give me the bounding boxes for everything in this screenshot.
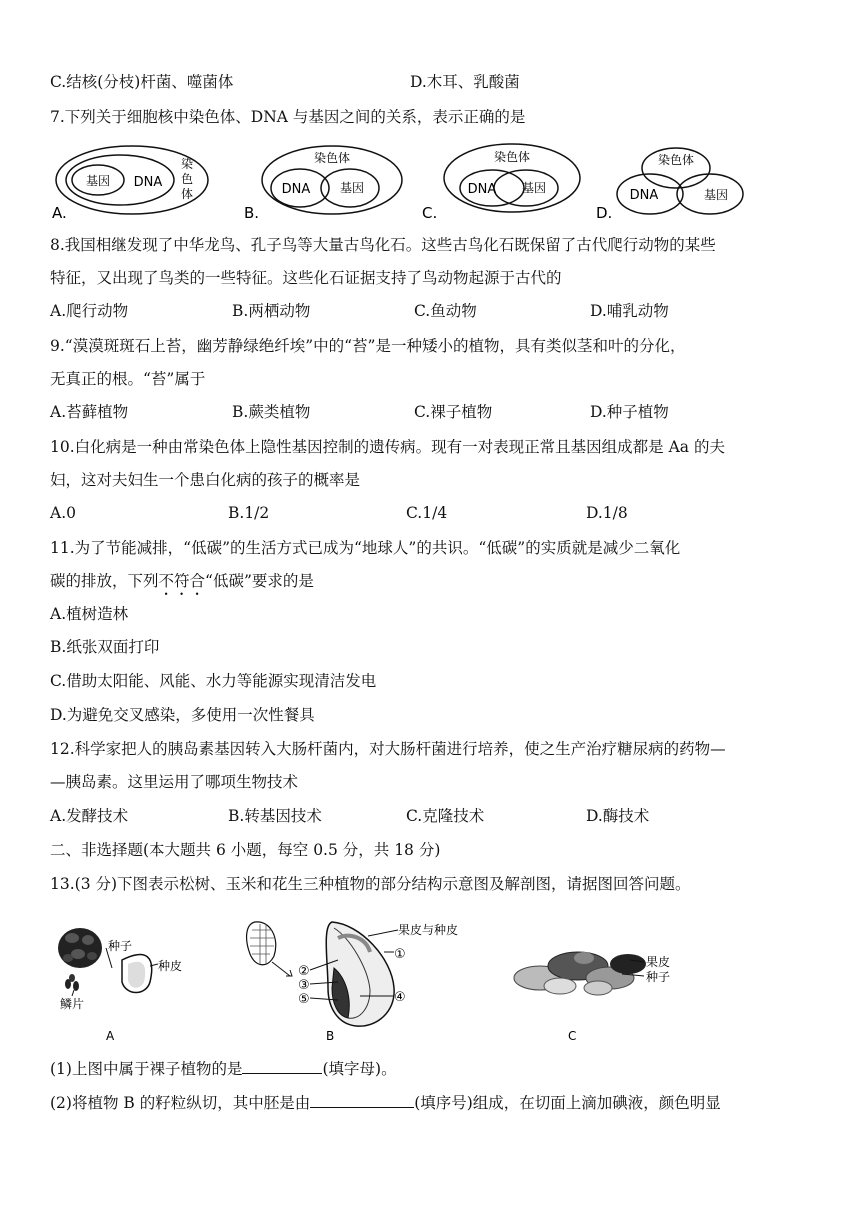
venn-c-label: C. [422,204,438,222]
venn-d-chromosome: 染色体 [657,153,695,167]
q10-option-a: A.0 [50,504,76,522]
q11-option-c: C.借助太阳能、风能、水力等能源实现清洁发电 [50,672,377,690]
q9-stem-line1: 9.“漠漠斑斑石上苔，幽芳静绿绝纤埃”中的“苔”是一种矮小的植物，具有类似茎和叶的分化， [50,337,686,355]
fig-c-pericarp-label: 果皮 [646,955,671,969]
q8-option-c: C.鱼动物 [414,302,477,320]
q10-stem-line1: 10.白化病是一种由常染色体上隐性基因控制的遗传病。现有一对表现正常且基因组成都是 Aa 的夫 [50,438,725,456]
q8-option-b: B.两栖动物 [232,302,311,320]
venn-option-c [422,144,580,222]
fig-c-seed-label: 种子 [646,970,671,984]
figure-c-peanut [514,952,670,1043]
q13-plant-figure [50,908,770,1048]
venn-d-gene: 基因 [703,188,729,202]
q13-part1-post: (填字母)。 [322,1060,397,1078]
q7-stem: 7.下列关于细胞核中染色体、DNA 与基因之间的关系，表示正确的是 [50,108,526,126]
q12-stem-line1: 12.科学家把人的胰岛素基因转入大肠杆菌内，对大肠杆菌进行培养，使之生产治疗糖尿病的药物— [50,740,726,758]
q11-stem-line1: 11.为了节能减排，“低碳”的生活方式已成为“地球人”的共识。“低碳”的实质就是减少二氧化 [50,539,681,557]
q10-option-d: D.1/8 [586,504,628,522]
venn-a-gene: 基因 [85,174,111,188]
q12-option-a: A.发酵技术 [50,807,129,825]
pine-scale-icon [65,974,79,991]
peanut-pile-icon [514,952,646,995]
q12-stem-line2: —胰岛素。这里运用了哪项生物技术 [50,773,299,791]
fig-c-caption: C [568,1029,577,1043]
q11-emphasis-not-comply: 不符合 [158,572,206,590]
q7-venn-figure [50,140,850,222]
q11-option-b: B.纸张双面打印 [50,638,160,656]
venn-c-gene: 基因 [521,181,547,195]
q9-stem-line2: 无真正的根。“苔”属于 [50,370,206,388]
fig-b-num-4: ④ [394,990,406,1005]
q9-option-c: C.裸子植物 [414,403,493,421]
q11-stem-line2 [50,571,314,599]
q10-stem-line2: 妇，这对夫妇生一个患白化病的孩子的概率是 [50,471,361,489]
venn-d-dna: DNA [629,188,659,203]
q6-option-c: C.结核(分枝)杆菌、噬菌体 [50,73,234,91]
fig-b-pericarp-label: 果皮与种皮 [398,923,459,937]
fig-b-caption: B [326,1029,335,1043]
venn-c-dna: DNA [467,182,497,197]
venn-a-chrom-1: 染 [180,157,194,171]
q13-part1-answer-blank[interactable] [242,1057,322,1074]
pine-cone-icon [58,928,102,968]
venn-a-chrom-2: 色 [180,172,194,186]
figure-a-pine [58,928,182,1043]
venn-b-gene: 基因 [339,181,365,195]
venn-d-label: D. [596,204,613,222]
venn-option-b [244,146,402,222]
q8-stem-line1: 8.我国相继发现了中华龙鸟、孔子鸟等大量古鸟化石。这些古鸟化石既保留了古代爬行动物的某些 [50,236,716,254]
q8-option-a: A.爬行动物 [50,302,129,320]
q11-option-d: D.为避免交叉感染，多使用一次性餐具 [50,706,315,724]
q13-part2-pre: (2)将植物 B 的籽粒纵切，其中胚是由 [50,1094,311,1112]
fig-a-scale-label: 鳞片 [60,997,85,1011]
q12-option-b: B.转基因技术 [228,807,322,825]
q10-option-b: B.1/2 [228,504,270,522]
q10-option-c: C.1/4 [406,504,448,522]
venn-c-chromosome: 染色体 [493,150,531,164]
q8-option-d: D.哺乳动物 [590,302,669,320]
q9-option-b: B.蕨类植物 [232,403,311,421]
corn-ear-icon [247,922,276,965]
q12-option-d: D.酶技术 [586,807,650,825]
q9-option-a: A.苔藓植物 [50,403,129,421]
q8-stem-line2: 特征，又出现了鸟类的一些特征。这些化石证据支持了鸟动物起源于古代的 [50,269,562,287]
figure-b-corn [247,922,458,1043]
section-heading: 二、非选择题(本大题共 6 小题，每空 0.5 分，共 18 分) [50,841,441,859]
venn-a-chrom-3: 体 [180,187,194,201]
q6-option-d: D.木耳、乳酸菌 [410,73,520,91]
venn-b-dna: DNA [281,182,311,197]
fig-b-num-3: ③ [298,978,310,993]
q13-part1 [50,1057,397,1079]
q13-part2-answer-blank[interactable] [310,1091,414,1108]
q11-stem-line2-pre: 碳的排放，下列 [50,572,159,590]
q13-stem: 13.(3 分)下图表示松树、玉米和花生三种植物的部分结构示意图及解剖图，请据图回答问题。 [50,875,691,893]
q13-part2-post: (填序号)组成，在切面上滴加碘液，颜色明显 [414,1094,721,1112]
venn-option-a [52,146,208,222]
venn-b-chromosome: 染色体 [313,151,351,165]
q12-option-c: C.克隆技术 [406,807,485,825]
fig-a-seed-label: 种子 [108,939,133,953]
fig-b-num-1: ① [394,947,406,962]
venn-option-d [596,148,743,222]
q9-option-d: D.种子植物 [590,403,669,421]
fig-b-num-2: ② [298,964,310,979]
q11-option-a: A.植树造林 [50,605,129,623]
fig-a-coat-label: 种皮 [158,959,183,973]
venn-b-label: B. [244,204,260,222]
q13-part2 [50,1091,721,1113]
corn-kernel-section-icon [326,922,394,1026]
venn-a-label: A. [52,204,67,222]
fig-b-num-5: ⑤ [298,992,310,1007]
q13-part1-pre: (1)上图中属于裸子植物的是 [50,1060,243,1078]
pine-seed-icon [122,955,158,993]
fig-a-caption: A [106,1029,115,1043]
q11-stem-line2-post: “低碳”要求的是 [205,572,314,590]
venn-a-dna: DNA [133,175,163,190]
